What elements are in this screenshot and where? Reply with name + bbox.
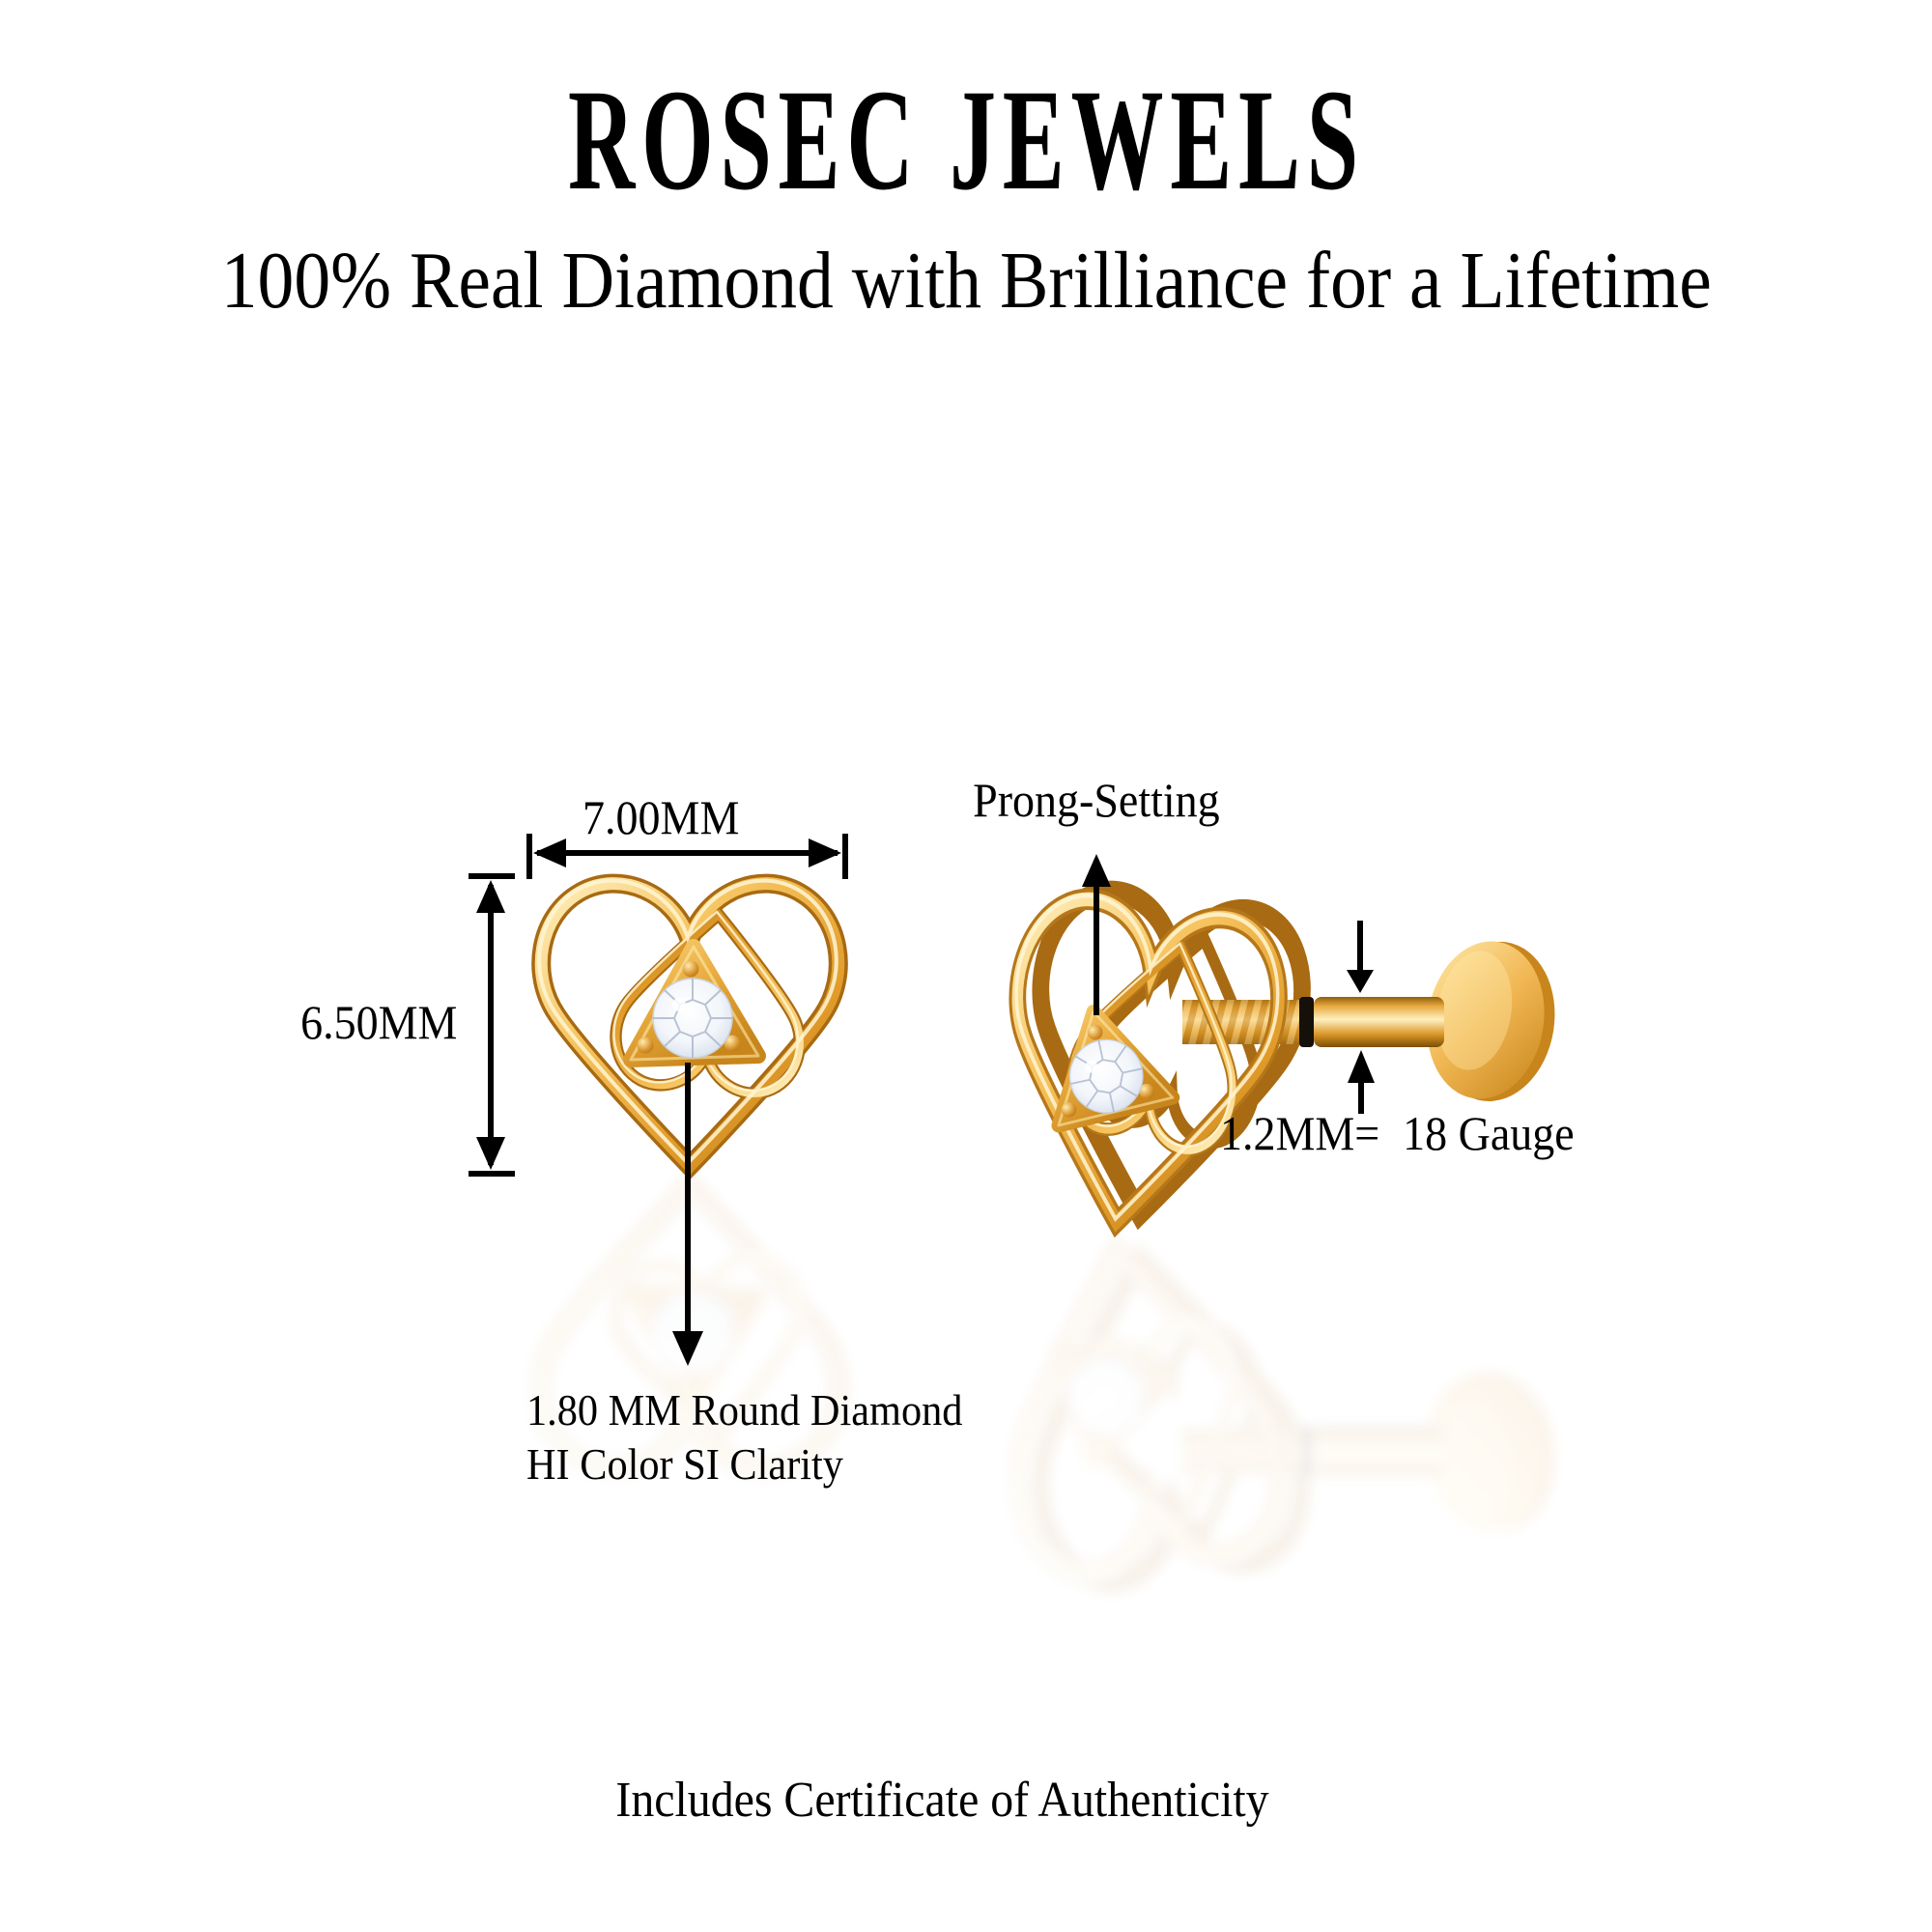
post-barrel [1314,997,1444,1047]
post-gauge-label [1220,1104,1605,1162]
right-earring-illustration [985,883,1566,1240]
brand-tagline [0,230,1932,331]
stone-callout-line2: HI Color SI Clarity [526,1439,843,1490]
right-earring-reflection [985,1233,1566,1590]
stone-callout-label [526,1383,1001,1492]
height-dimension-arrow [469,873,515,1177]
height-dimension-label: 6.50MM [299,995,457,1049]
rubber-stopper-ring [1299,997,1314,1047]
diamond-prong-plate-front [631,947,758,1060]
brand-title-text: ROSEC JEWELS [567,60,1365,220]
brand-tagline-text: 100% Real Diamond with Brilliance for a Lifetime [220,236,1712,326]
certificate-note: Includes Certificate of Authenticity [614,1773,1269,1828]
width-dimension-label: 7.00MM [582,790,740,844]
stone-callout-line1: 1.80 MM Round Diamond [526,1385,963,1435]
gauge-value: 1.2MM= [1220,1106,1380,1160]
prong-callout-arrow [1082,854,1111,1015]
brand-title [0,53,1932,227]
prong-setting-label: Prong-Setting [973,773,1220,827]
gauge-text: 18 Gauge [1403,1106,1575,1160]
